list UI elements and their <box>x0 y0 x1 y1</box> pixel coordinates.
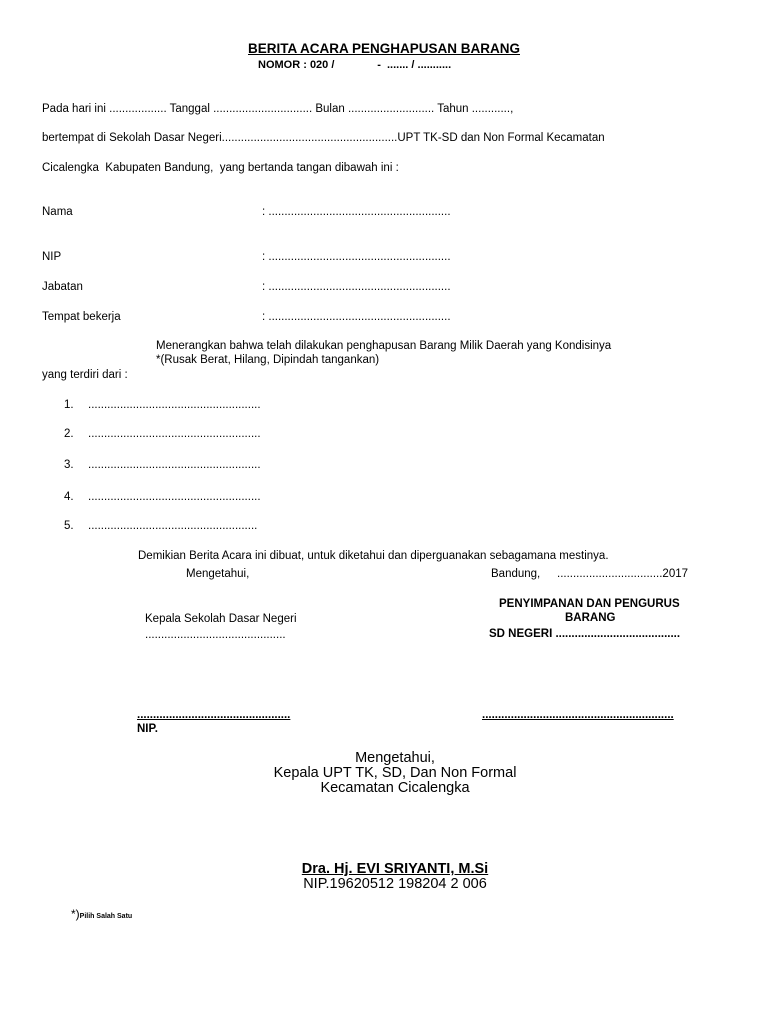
right-school-name: SD NEGERI ....................................... <box>489 628 681 640</box>
item-number: 4. <box>64 491 74 503</box>
approval-location: Kecamatan Cicalengka <box>320 780 470 796</box>
field-value-jabatan: : ......................................................... <box>262 281 451 293</box>
item-text: ...................................................... <box>88 399 261 411</box>
right-signature-line: ............................................................ <box>482 709 674 721</box>
field-label-jabatan: Jabatan <box>42 281 83 293</box>
document-title: BERITA ACARA PENGHAPUSAN BARANG <box>247 41 520 56</box>
date-value: .................................2017 <box>557 568 689 580</box>
left-signer-title: Kepala Sekolah Dasar Negeri <box>145 613 297 625</box>
intro-line-3: Cicalengka Kabupaten Bandung, yang bertanda tangan dibawah ini : <box>42 162 399 174</box>
field-label-nip: NIP <box>42 251 62 263</box>
item-text: ..................................................... <box>88 520 258 532</box>
statement-line-1: Menerangkan bahwa telah dilakukan penghapusan Barang Milik Daerah yang Kondisinya <box>156 340 612 352</box>
footnote <box>71 906 132 922</box>
right-signer-title-2: BARANG <box>565 612 616 624</box>
field-value-nama: : ......................................................... <box>262 206 451 218</box>
item-text: ...................................................... <box>88 491 261 503</box>
left-school-name: ............................................ <box>145 629 286 641</box>
intro-line-2: bertempat di Sekolah Dasar Negeri.......................................................UPT TK-SD dan Non Formal Kecamatan <box>42 132 605 144</box>
closing-statement: Demikian Berita Acara ini dibuat, untuk diketahui dan diperguanakan sebagamana mestinya. <box>138 550 609 562</box>
statement-line-3: yang terdiri dari : <box>42 369 128 381</box>
field-value-tempat-bekerja: : ......................................................... <box>262 311 451 323</box>
item-number: 5. <box>64 520 74 532</box>
item-number: 2. <box>64 428 74 440</box>
left-nip-label: NIP. <box>137 723 158 735</box>
left-signature-line: ................................................ <box>137 709 291 721</box>
right-signer-title-1: PENYIMPANAN DAN PENGURUS <box>499 598 680 610</box>
approval-title: Kepala UPT TK, SD, Dan Non Formal <box>273 765 517 781</box>
footnote-text: Pilih Salah Satu <box>79 913 133 920</box>
approval-mengetahui: Mengetahui, <box>355 750 435 766</box>
intro-line-1: Pada hari ini .................. Tanggal ............................... Bulan ........................... Tahun ............, <box>42 103 514 115</box>
footnote-mark: *) <box>71 907 80 921</box>
statement-line-2: *(Rusak Berat, Hilang, Dipindah tangankan) <box>156 354 380 366</box>
document-number: NOMOR : 020 / - ....... / ........... <box>258 59 452 71</box>
approval-signer-nip: NIP.19620512 198204 2 006 <box>303 876 487 892</box>
item-number: 3. <box>64 459 74 471</box>
field-label-tempat-bekerja: Tempat bekerja <box>42 311 121 323</box>
left-mengetahui: Mengetahui, <box>186 568 250 580</box>
item-text: ...................................................... <box>88 428 261 440</box>
item-number: 1. <box>64 399 74 411</box>
field-label-nama: Nama <box>42 206 73 218</box>
approval-signer-name: Dra. Hj. EVI SRIYANTI, M.Si <box>301 861 489 877</box>
date-city: Bandung, <box>491 568 541 580</box>
item-text: ...................................................... <box>88 459 261 471</box>
field-value-nip: : ......................................................... <box>262 251 451 263</box>
